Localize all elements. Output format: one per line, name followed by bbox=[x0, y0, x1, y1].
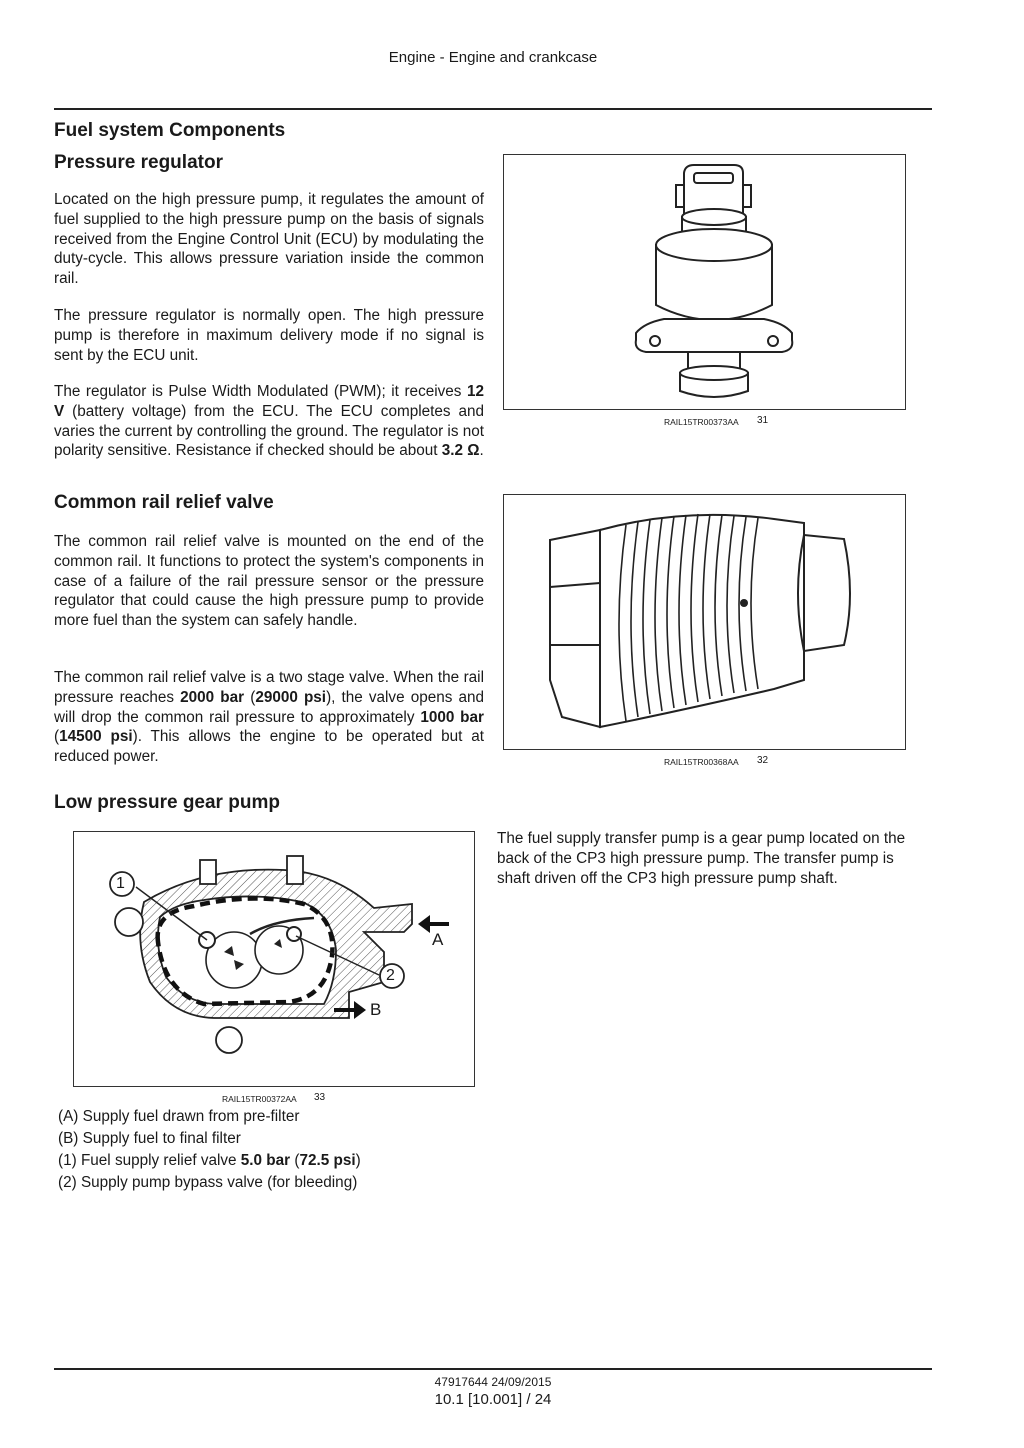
footer-page-number: 10.1 [10.001] / 24 bbox=[434, 1391, 552, 1408]
gear-pump-illustration bbox=[74, 832, 474, 1086]
figure-32-number: 32 bbox=[757, 755, 769, 766]
section-title-fuel-system: Fuel system Components bbox=[54, 120, 286, 141]
figure-32-reference: RAIL15TR00368AA bbox=[664, 757, 739, 767]
figure-pressure-regulator bbox=[503, 154, 906, 410]
gear-pump-paragraph: The fuel supply transfer pump is a gear pump located on the back of the CP3 high pressure pump. The transfer pump is shaft driven off the CP3 high pressure pump shaft. bbox=[497, 830, 906, 887]
section-title-gear-pump: Low pressure gear pump bbox=[54, 792, 280, 813]
callout-1: 1 bbox=[116, 875, 125, 892]
figure-33-number: 33 bbox=[314, 1092, 326, 1103]
section-title-pressure-regulator: Pressure regulator bbox=[54, 152, 223, 173]
figure-31-number: 31 bbox=[757, 415, 769, 426]
legend-item-a: (A) Supply fuel drawn from pre-filter bbox=[58, 1108, 300, 1125]
legend-item-b: (B) Supply fuel to final filter bbox=[58, 1130, 241, 1147]
figure-33-legend bbox=[58, 1106, 361, 1194]
figure-relief-valve bbox=[503, 494, 906, 750]
figure-33-reference: RAIL15TR00372AA bbox=[222, 1094, 297, 1104]
footer-rule bbox=[54, 1368, 932, 1370]
section-title-relief-valve: Common rail relief valve bbox=[54, 492, 274, 513]
relief-valve-paragraph-1: The common rail relief valve is mounted on the end of the common rail. It functions to protect the system's components in case of a failure of the rail pressure sensor or the pressure regulator that could cause the high pressure pump to provide more fuel than the system can safely handle. bbox=[54, 533, 484, 630]
relief-valve-illustration bbox=[504, 495, 905, 749]
legend-item-1: (1) Fuel supply relief valve 5.0 bar (72.5 psi) bbox=[58, 1152, 361, 1169]
header-rule bbox=[54, 108, 932, 110]
legend-item-2: (2) Supply pump bypass valve (for bleeding) bbox=[58, 1174, 358, 1191]
pressure-regulator-illustration bbox=[504, 155, 905, 409]
callout-a: A bbox=[432, 930, 444, 949]
running-header: Engine - Engine and crankcase bbox=[388, 49, 598, 66]
pressure-regulator-paragraph-2: The pressure regulator is normally open. The high pressure pump is therefore in maximum delivery mode if no signal is sent by the ECU unit. bbox=[54, 307, 484, 364]
callout-2: 2 bbox=[386, 967, 395, 984]
pressure-regulator-paragraph-3: The regulator is Pulse Width Modulated (PWM); it receives 12 V (battery voltage) from the ECU. The ECU completes and varies the current by controlling the ground. The regulator is not polarity sensitive. Resistance if checked should be about 3.2 Ω. bbox=[54, 383, 484, 460]
footer-doc-id: 47917644 24/09/2015 bbox=[434, 1375, 552, 1389]
figure-31-reference: RAIL15TR00373AA bbox=[664, 417, 739, 427]
relief-valve-paragraph-2: The common rail relief valve is a two stage valve. When the rail pressure reaches 2000 bar (29000 psi), the valve opens and will drop the common rail pressure to approximately 1000 bar (14500 psi). This allows the engine to be operated but at reduced power. bbox=[54, 669, 485, 766]
pressure-regulator-paragraph-1: Located on the high pressure pump, it regulates the amount of fuel supplied to the high pressure pump on the basis of signals received from the Engine Control Unit (ECU) by modulating the duty-cycle. This allows pressure variation inside the common rail. bbox=[54, 191, 484, 288]
callout-b: B bbox=[370, 1000, 382, 1019]
figure-gear-pump bbox=[73, 831, 475, 1087]
